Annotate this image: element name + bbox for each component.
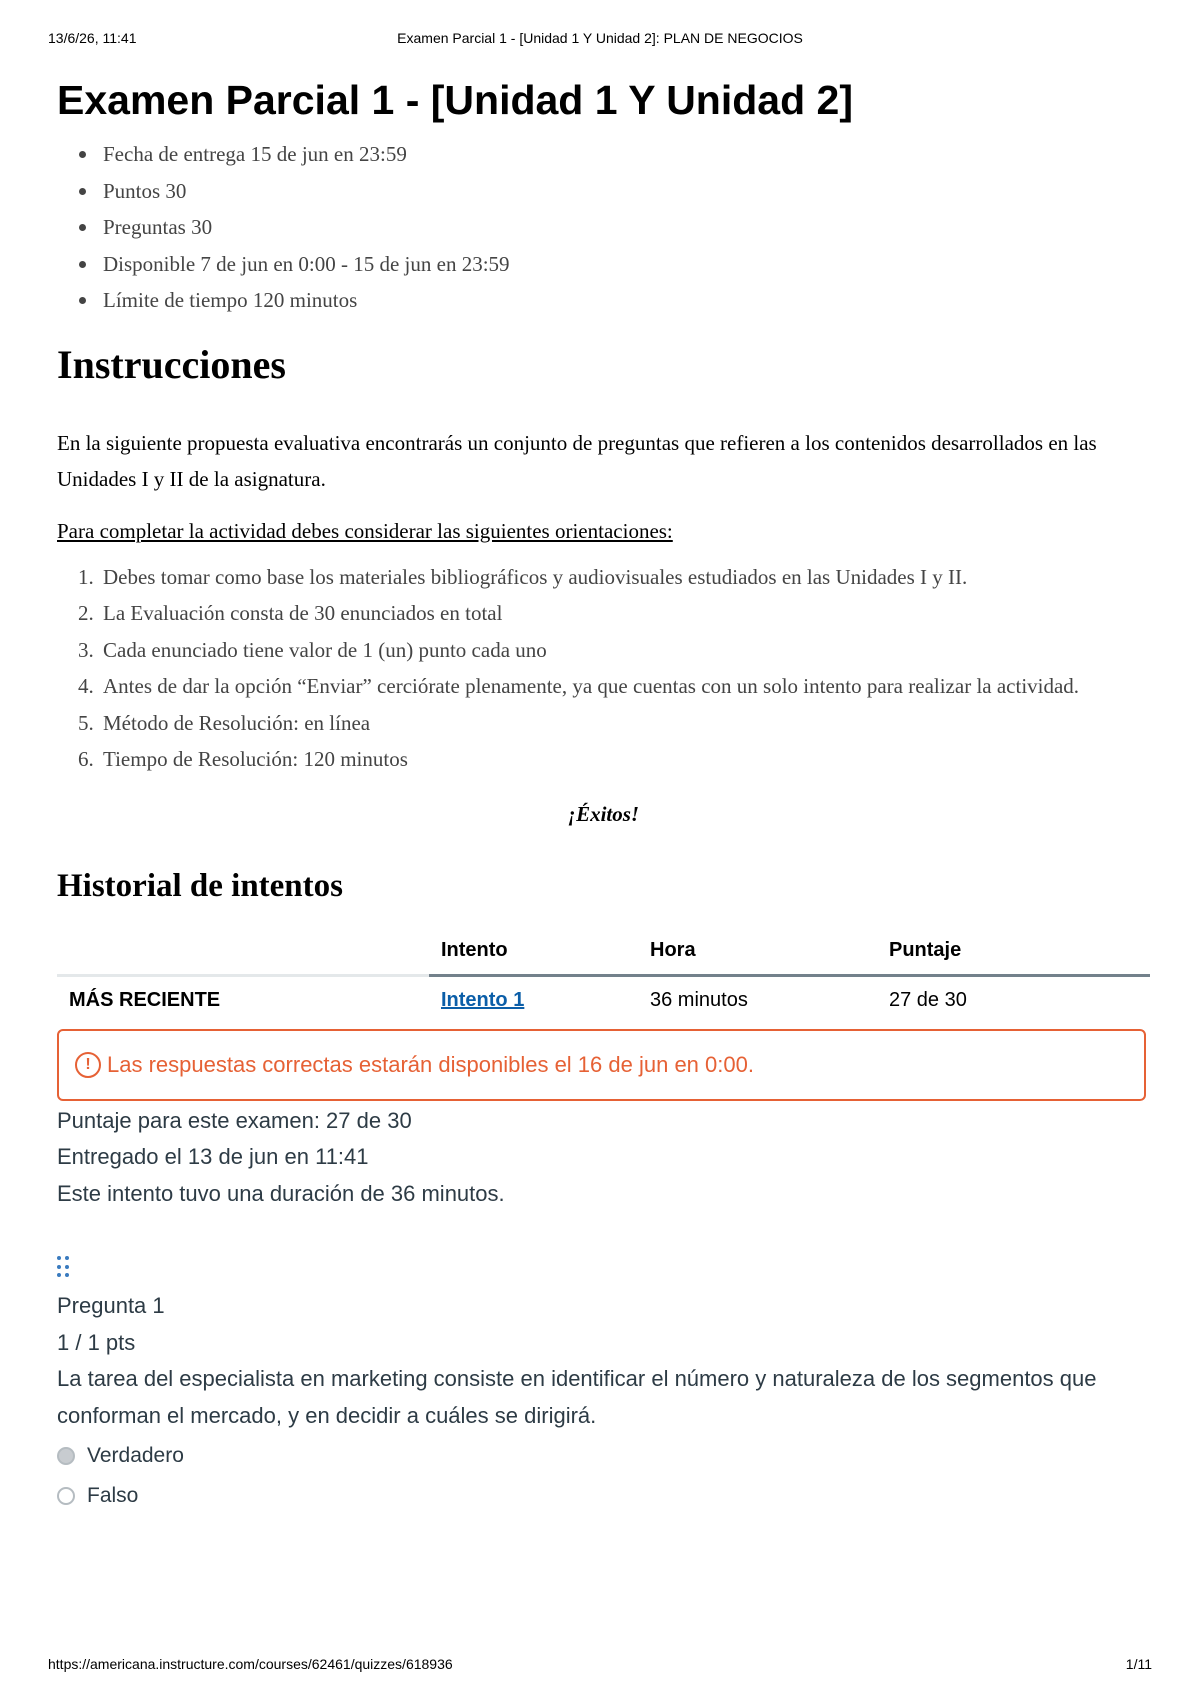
column-header-attempt: Intento — [429, 928, 638, 976]
question-title: Pregunta 1 — [57, 1293, 165, 1318]
time-cell: 36 minutos — [650, 989, 748, 1011]
time-limit: Límite de tiempo 120 minutos — [57, 282, 1150, 319]
attempt-summary — [57, 1103, 1150, 1213]
closing-message: ¡Éxitos! — [567, 801, 640, 826]
attempt-history-table — [57, 928, 1150, 1025]
step-text: La Evaluación consta de 30 enunciados en total — [103, 601, 503, 625]
step-text: Antes de dar la opción “Enviar” cerciórate plenamente, ya que cuentas con un solo intento para realizar la actividad. — [103, 674, 1080, 698]
option-label: Falso — [87, 1484, 139, 1507]
step-number: 2. — [78, 601, 94, 625]
due-date: Fecha de entrega 15 de jun en 23:59 — [57, 136, 1150, 173]
page-url: https://americana.instructure.com/courses/62461/quizzes/618936 — [48, 1656, 453, 1672]
step-number: 1. — [78, 564, 94, 589]
attempt-cell — [429, 975, 638, 1025]
step-text: Método de Resolución: en línea — [103, 710, 371, 735]
table-row — [57, 975, 1150, 1025]
option-true[interactable] — [57, 1436, 1150, 1476]
step-item — [57, 741, 1150, 778]
option-false[interactable] — [57, 1476, 1150, 1516]
quiz-title: Examen Parcial 1 - [Unidad 1 Y Unidad 2] — [57, 77, 853, 123]
column-header-time: Hora — [638, 928, 877, 976]
question-1 — [57, 1288, 1150, 1434]
step-number: 6. — [78, 747, 94, 771]
instructions-steps — [57, 559, 1150, 778]
page-number: 1/11 — [1125, 1656, 1152, 1672]
drag-handle-icon[interactable] — [57, 1256, 69, 1278]
answers-availability-notice — [57, 1029, 1146, 1101]
column-header-empty — [57, 928, 429, 976]
attempt-duration: Este intento tuvo una duración de 36 minutos. — [57, 1180, 505, 1206]
answer-options — [57, 1436, 1150, 1516]
orientation-heading: Para completar la actividad debes considerar las siguientes orientaciones: — [57, 518, 673, 543]
step-item — [57, 632, 1150, 669]
table-header-row — [57, 928, 1150, 976]
radio-icon[interactable] — [57, 1487, 75, 1505]
step-text: Tiempo de Resolución: 120 minutos — [103, 747, 408, 771]
points-total: Puntos 30 — [57, 173, 1150, 210]
step-item — [57, 559, 1150, 596]
question-text: La tarea del especialista en marketing consiste en identificar el número y naturaleza de los segmentos que conforman el mercado, y en decidir a cuáles se dirigirá. — [57, 1366, 1097, 1428]
step-text: Cada enunciado tiene valor de 1 (un) punto cada uno — [103, 637, 547, 662]
step-item — [57, 705, 1150, 742]
option-label: Verdadero — [87, 1444, 184, 1467]
print-page-title: Examen Parcial 1 - [Unidad 1 Y Unidad 2]: PLAN DE NEGOCIOS — [397, 30, 803, 46]
quiz-details-list — [57, 136, 1150, 319]
question-count: Preguntas 30 — [57, 209, 1150, 246]
print-footer — [48, 1656, 1152, 1676]
row-label: MÁS RECIENTE — [69, 989, 221, 1011]
column-header-score: Puntaje — [877, 928, 1150, 976]
availability: Disponible 7 de jun en 0:00 - 15 de jun en 23:59 — [57, 246, 1150, 283]
instructions-intro: En la siguiente propuesta evaluativa encontrarás un conjunto de preguntas que refieren a los contenidos desarrollados en las Unidades I y II de la asignatura. — [57, 430, 1097, 491]
warning-icon: ! — [75, 1052, 101, 1078]
step-number: 5. — [78, 710, 94, 735]
print-header — [48, 30, 1152, 50]
step-item — [57, 595, 1150, 632]
radio-selected-icon[interactable] — [57, 1447, 75, 1465]
step-text: Debes tomar como base los materiales bibliográficos y audiovisuales estudiados en las Unidades I y II. — [103, 564, 968, 589]
step-number: 4. — [78, 674, 94, 698]
instructions-heading: Instrucciones — [57, 341, 286, 387]
question-points: 1 / 1 pts — [57, 1329, 136, 1355]
score-cell: 27 de 30 — [889, 989, 967, 1011]
quiz-content — [57, 72, 1150, 1516]
submitted-at: Entregado el 13 de jun en 11:41 — [57, 1144, 369, 1169]
attempt-history-heading: Historial de intentos — [57, 867, 343, 904]
notice-text: Las respuestas correctas estarán disponibles el 16 de jun en 0:00. — [107, 1051, 754, 1077]
attempt-link[interactable]: Intento 1 — [441, 989, 525, 1011]
quiz-score: Puntaje para este examen: 27 de 30 — [57, 1107, 412, 1133]
step-item — [57, 668, 1150, 705]
step-number: 3. — [78, 637, 94, 662]
print-date: 13/6/26, 11:41 — [48, 30, 137, 46]
